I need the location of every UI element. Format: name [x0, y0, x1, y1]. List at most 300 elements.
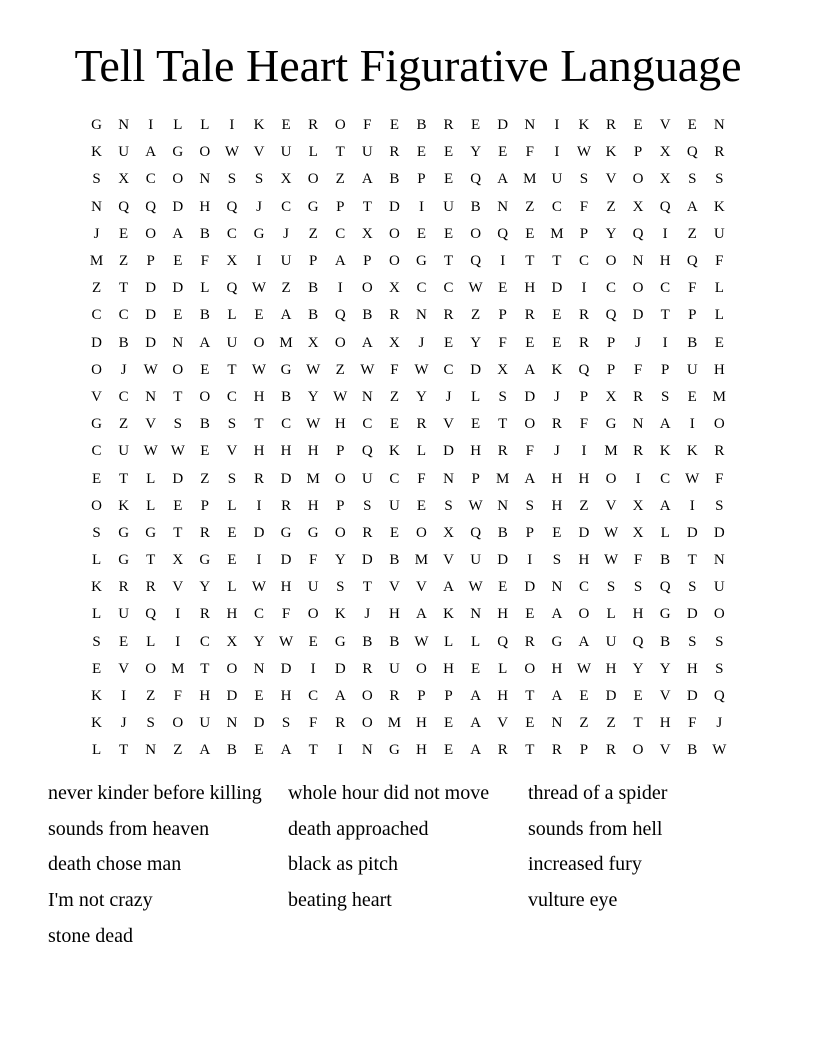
grid-letter: A: [686, 198, 698, 215]
grid-letter: U: [118, 606, 130, 623]
grid-letter: F: [200, 253, 210, 270]
grid-letter: K: [253, 117, 265, 134]
grid-letter: O: [226, 660, 238, 677]
grid-letter: H: [659, 253, 671, 270]
grid-letter: M: [306, 470, 320, 487]
word-list-item: increased fury: [528, 853, 642, 876]
grid-letter: U: [470, 552, 482, 569]
grid-row: [83, 221, 733, 248]
grid-letter: G: [118, 552, 130, 569]
grid-letter: C: [226, 388, 237, 405]
grid-letter: I: [175, 633, 181, 650]
grid-letter: Z: [525, 198, 535, 215]
grid-letter: B: [226, 742, 237, 759]
grid-letter: H: [280, 579, 292, 596]
grid-letter: Y: [470, 334, 482, 351]
grid-letter: R: [281, 497, 292, 514]
grid-letter: O: [334, 470, 346, 487]
grid-row: [83, 493, 733, 520]
grid-letter: S: [146, 715, 155, 732]
grid-letter: S: [715, 660, 724, 677]
grid-letter: E: [200, 443, 210, 460]
grid-letter: E: [254, 307, 264, 324]
grid-letter: H: [632, 606, 644, 623]
grid-letter: Z: [119, 253, 129, 270]
grid-letter: O: [334, 524, 346, 541]
grid-letter: Z: [335, 361, 345, 378]
grid-letter: E: [281, 117, 291, 134]
grid-letter: X: [226, 633, 238, 650]
grid-letter: L: [308, 144, 318, 161]
grid-letter: F: [363, 117, 372, 134]
grid-letter: A: [334, 688, 346, 705]
grid-letter: J: [716, 715, 723, 732]
grid-letter: C: [416, 280, 427, 297]
word-list-item: I'm not crazy: [48, 889, 153, 912]
grid-letter: R: [524, 307, 535, 324]
grid-letter: D: [280, 660, 292, 677]
grid-letter: T: [146, 552, 156, 569]
grid-letter: S: [173, 416, 182, 433]
grid-letter: C: [91, 443, 102, 460]
grid-letter: U: [280, 144, 292, 161]
grid-letter: A: [551, 606, 563, 623]
grid-letter: I: [554, 117, 560, 134]
grid-letter: J: [635, 334, 642, 351]
grid-letter: A: [659, 497, 671, 514]
grid-letter: V: [253, 144, 265, 161]
grid-letter: T: [362, 198, 372, 215]
grid-letter: I: [689, 416, 695, 433]
grid-letter: C: [226, 225, 237, 242]
grid-letter: G: [307, 524, 319, 541]
grid-letter: E: [308, 633, 318, 650]
grid-letter: O: [416, 660, 427, 677]
grid-letter: W: [712, 742, 727, 759]
grid-letter: J: [93, 225, 100, 242]
grid-letter: O: [199, 144, 211, 161]
grid-letter: Z: [200, 470, 210, 487]
grid-letter: O: [713, 416, 725, 433]
grid-letter: F: [498, 334, 507, 351]
grid-letter: R: [714, 144, 725, 161]
grid-letter: E: [416, 144, 427, 161]
grid-letter: L: [606, 606, 616, 623]
grid-letter: G: [551, 633, 563, 650]
grid-letter: W: [603, 524, 619, 541]
grid-letter: R: [362, 660, 373, 677]
grid-letter: J: [120, 715, 127, 732]
grid-letter: S: [92, 524, 101, 541]
grid-letter: I: [256, 497, 262, 514]
grid-letter: S: [606, 579, 616, 596]
grid-letter: U: [686, 361, 698, 378]
grid-letter: U: [361, 144, 373, 161]
grid-letter: J: [283, 225, 289, 242]
grid-letter: E: [227, 552, 237, 569]
grid-letter: H: [199, 198, 211, 215]
grid-letter: Y: [416, 388, 427, 405]
grid-letter: E: [498, 144, 508, 161]
grid-letter: G: [416, 253, 427, 270]
grid-letter: W: [306, 416, 321, 433]
grid-letter: E: [633, 688, 643, 705]
grid-letter: H: [470, 443, 482, 460]
grid-letter: V: [659, 742, 671, 759]
grid-letter: C: [660, 280, 671, 297]
grid-letter: D: [551, 280, 563, 297]
grid-letter: O: [632, 280, 644, 297]
grid-letter: V: [388, 579, 400, 596]
grid-letter: B: [362, 633, 373, 650]
grid-letter: Z: [579, 497, 589, 514]
grid-letter: L: [146, 497, 156, 514]
grid-letter: T: [335, 144, 345, 161]
grid-letter: B: [308, 280, 319, 297]
grid-letter: O: [145, 660, 157, 677]
grid-letter: Y: [632, 660, 644, 677]
grid-letter: H: [307, 497, 319, 514]
grid-letter: O: [91, 497, 102, 514]
grid-letter: K: [443, 606, 454, 623]
grid-letter: O: [307, 606, 319, 623]
grid-row: [83, 656, 733, 683]
grid-letter: A: [659, 416, 671, 433]
grid-letter: I: [662, 334, 668, 351]
grid-letter: M: [279, 334, 293, 351]
grid-letter: N: [145, 388, 157, 405]
grid-letter: F: [633, 552, 643, 569]
grid-letter: Q: [470, 524, 482, 541]
grid-letter: J: [364, 606, 371, 623]
grid-letter: Q: [470, 171, 482, 188]
grid-letter: S: [579, 171, 589, 188]
grid-letter: I: [337, 742, 343, 759]
grid-letter: D: [497, 117, 509, 134]
grid-letter: Q: [578, 361, 590, 378]
grid-letter: O: [361, 715, 373, 732]
grid-letter: D: [226, 688, 238, 705]
grid-letter: F: [579, 198, 589, 215]
grid-letter: C: [91, 307, 102, 324]
grid-letter: O: [388, 253, 400, 270]
grid-letter: G: [91, 117, 102, 134]
grid-letter: N: [361, 742, 373, 759]
grid-letter: N: [91, 198, 102, 215]
grid-letter: C: [118, 388, 129, 405]
grid-letter: P: [471, 470, 480, 487]
grid-letter: U: [605, 633, 617, 650]
grid-letter: R: [578, 334, 589, 351]
grid-letter: X: [118, 171, 130, 188]
grid-letter: G: [199, 552, 211, 569]
grid-row: [83, 302, 733, 329]
grid-letter: Q: [226, 280, 238, 297]
grid-letter: L: [146, 633, 156, 650]
grid-letter: K: [551, 361, 563, 378]
grid-letter: E: [416, 497, 427, 514]
grid-letter: X: [172, 552, 184, 569]
grid-letter: T: [200, 660, 210, 677]
grid-letter: U: [118, 144, 130, 161]
grid-letter: D: [253, 715, 265, 732]
grid-letter: V: [659, 117, 671, 134]
grid-letter: Q: [145, 198, 157, 215]
grid-letter: C: [254, 606, 265, 623]
grid-letter: W: [685, 470, 700, 487]
grid-letter: E: [552, 307, 562, 324]
grid-letter: A: [497, 171, 509, 188]
grid-letter: I: [256, 253, 262, 270]
grid-letter: L: [200, 280, 210, 297]
grid-letter: A: [145, 144, 157, 161]
grid-letter: L: [714, 307, 724, 324]
grid-letter: B: [199, 225, 210, 242]
grid-letter: H: [416, 715, 427, 732]
grid-letter: G: [118, 524, 130, 541]
grid-letter: E: [254, 742, 264, 759]
grid-letter: B: [660, 633, 671, 650]
grid-letter: F: [715, 253, 724, 270]
grid-letter: X: [388, 280, 400, 297]
grid-letter: R: [416, 416, 427, 433]
grid-letter: E: [389, 117, 399, 134]
grid-letter: S: [715, 171, 724, 188]
grid-letter: M: [550, 225, 564, 242]
grid-letter: O: [388, 225, 400, 242]
grid-letter: D: [632, 307, 644, 324]
grid-letter: R: [308, 117, 319, 134]
grid-letter: H: [497, 688, 509, 705]
grid-letter: P: [688, 307, 697, 324]
grid-letter: U: [713, 579, 725, 596]
grid-letter: J: [553, 443, 560, 460]
grid-letter: S: [661, 388, 670, 405]
grid-letter: N: [145, 742, 157, 759]
grid-letter: E: [91, 660, 102, 677]
grid-letter: R: [714, 443, 725, 460]
grid-letter: O: [253, 334, 265, 351]
grid-letter: Q: [145, 606, 157, 623]
grid-letter: X: [632, 524, 644, 541]
grid-letter: Z: [389, 388, 399, 405]
grid-letter: Y: [334, 552, 346, 569]
grid-letter: N: [226, 715, 238, 732]
grid-letter: T: [633, 715, 643, 732]
grid-letter: A: [470, 715, 482, 732]
grid-letter: U: [226, 334, 238, 351]
grid-letter: S: [688, 633, 697, 650]
grid-letter: K: [713, 198, 725, 215]
grid-letter: T: [687, 552, 697, 569]
grid-letter: Q: [361, 443, 373, 460]
grid-letter: N: [118, 117, 130, 134]
grid-letter: H: [578, 470, 590, 487]
grid-letter: N: [497, 497, 509, 514]
grid-letter: K: [686, 443, 698, 460]
grid-letter: A: [361, 171, 373, 188]
grid-letter: L: [227, 307, 237, 324]
grid-letter: H: [497, 606, 509, 623]
grid-letter: U: [118, 443, 130, 460]
grid-letter: M: [387, 715, 402, 732]
grid-letter: I: [229, 117, 235, 134]
grid-row: [83, 465, 733, 492]
grid-letter: Z: [471, 307, 481, 324]
grid-letter: C: [118, 307, 129, 324]
grid-letter: H: [253, 443, 265, 460]
grid-letter: U: [199, 715, 211, 732]
grid-row: [83, 357, 733, 384]
grid-letter: E: [389, 416, 399, 433]
grid-letter: D: [524, 579, 536, 596]
grid-letter: H: [226, 606, 238, 623]
grid-letter: G: [659, 606, 671, 623]
grid-letter: C: [551, 198, 562, 215]
grid-letter: D: [145, 307, 157, 324]
grid-letter: C: [578, 253, 589, 270]
grid-letter: S: [227, 470, 237, 487]
grid-letter: H: [443, 660, 454, 677]
grid-letter: T: [119, 280, 129, 297]
grid-letter: L: [714, 280, 724, 297]
grid-letter: T: [552, 253, 562, 270]
grid-letter: E: [119, 225, 129, 242]
grid-letter: I: [418, 198, 424, 215]
grid-letter: F: [173, 688, 182, 705]
grid-letter: Y: [199, 579, 211, 596]
grid-letter: Q: [632, 225, 644, 242]
grid-letter: G: [253, 225, 265, 242]
grid-row: [83, 112, 733, 139]
grid-letter: D: [388, 198, 400, 215]
grid-letter: Z: [146, 688, 156, 705]
grid-letter: P: [579, 388, 589, 405]
grid-letter: B: [389, 552, 400, 569]
word-list-item: beating heart: [288, 889, 392, 912]
grid-letter: D: [334, 660, 346, 677]
grid-letter: S: [633, 579, 643, 596]
grid-letter: S: [688, 579, 697, 596]
grid-letter: W: [603, 552, 619, 569]
grid-letter: S: [227, 171, 237, 188]
grid-letter: E: [227, 524, 237, 541]
grid-letter: M: [496, 470, 510, 487]
grid-letter: E: [498, 579, 508, 596]
grid-row: [83, 194, 733, 221]
word-list-item: sounds from hell: [528, 817, 663, 840]
grid-letter: R: [145, 579, 156, 596]
grid-letter: W: [468, 280, 483, 297]
grid-letter: B: [416, 117, 427, 134]
word-list-item: whole hour did not move: [288, 782, 490, 804]
grid-letter: V: [172, 579, 184, 596]
grid-letter: E: [714, 334, 724, 351]
grid-letter: Q: [632, 633, 644, 650]
grid-letter: H: [199, 688, 211, 705]
grid-letter: C: [308, 688, 319, 705]
word-list-item: stone dead: [48, 924, 133, 947]
grid-letter: T: [525, 253, 535, 270]
grid-letter: B: [308, 307, 319, 324]
grid-letter: D: [686, 606, 698, 623]
grid-letter: U: [443, 198, 454, 215]
grid-letter: E: [443, 742, 454, 759]
grid-letter: B: [362, 307, 373, 324]
grid-letter: Y: [605, 225, 617, 242]
grid-letter: A: [199, 742, 211, 759]
grid-letter: O: [416, 524, 427, 541]
grid-letter: W: [306, 361, 321, 378]
grid-letter: K: [91, 144, 102, 161]
grid-letter: E: [173, 497, 183, 514]
grid-letter: D: [172, 198, 184, 215]
grid-letter: W: [414, 361, 429, 378]
grid-letter: K: [91, 688, 102, 705]
grid-letter: C: [362, 416, 373, 433]
grid-letter: I: [148, 117, 154, 134]
grid-letter: E: [416, 225, 427, 242]
grid-letter: T: [227, 361, 237, 378]
grid-letter: C: [578, 579, 589, 596]
grid-letter: I: [635, 470, 641, 487]
grid-letter: H: [686, 660, 698, 677]
grid-letter: X: [443, 524, 454, 541]
grid-letter: B: [497, 524, 508, 541]
grid-letter: T: [443, 253, 454, 270]
grid-letter: Q: [497, 633, 509, 650]
word-list: [48, 777, 788, 955]
grid-letter: E: [525, 334, 535, 351]
word-list-item: never kinder before killing: [48, 782, 262, 804]
grid-letter: K: [388, 443, 400, 460]
grid-letter: N: [497, 198, 509, 215]
grid-letter: E: [173, 253, 183, 270]
grid-letter: O: [145, 225, 157, 242]
grid-letter: U: [551, 171, 563, 188]
grid-letter: O: [334, 117, 346, 134]
grid-letter: W: [251, 579, 267, 596]
grid-letter: O: [524, 660, 536, 677]
grid-letter: U: [361, 470, 373, 487]
grid-letter: C: [389, 470, 400, 487]
grid-letter: T: [119, 742, 129, 759]
grid-letter: N: [470, 606, 482, 623]
grid-letter: C: [443, 361, 454, 378]
grid-letter: Z: [308, 225, 318, 242]
grid-letter: I: [256, 552, 262, 569]
grid-letter: I: [554, 144, 560, 161]
grid-letter: E: [173, 307, 183, 324]
grid-letter: T: [362, 579, 372, 596]
grid-letter: Z: [687, 225, 697, 242]
grid-letter: W: [143, 361, 158, 378]
grid-letter: U: [307, 579, 319, 596]
grid-row: [83, 275, 733, 302]
grid-letter: S: [254, 171, 264, 188]
grid-letter: Q: [659, 579, 671, 596]
grid-letter: W: [279, 633, 294, 650]
grid-letter: H: [605, 660, 617, 677]
grid-letter: D: [172, 280, 184, 297]
grid-letter: S: [444, 497, 453, 514]
grid-letter: O: [172, 361, 184, 378]
grid-letter: H: [388, 606, 400, 623]
grid-letter: W: [576, 660, 592, 677]
grid-letter: F: [308, 552, 318, 569]
grid-letter: D: [145, 334, 157, 351]
grid-letter: R: [389, 307, 400, 324]
